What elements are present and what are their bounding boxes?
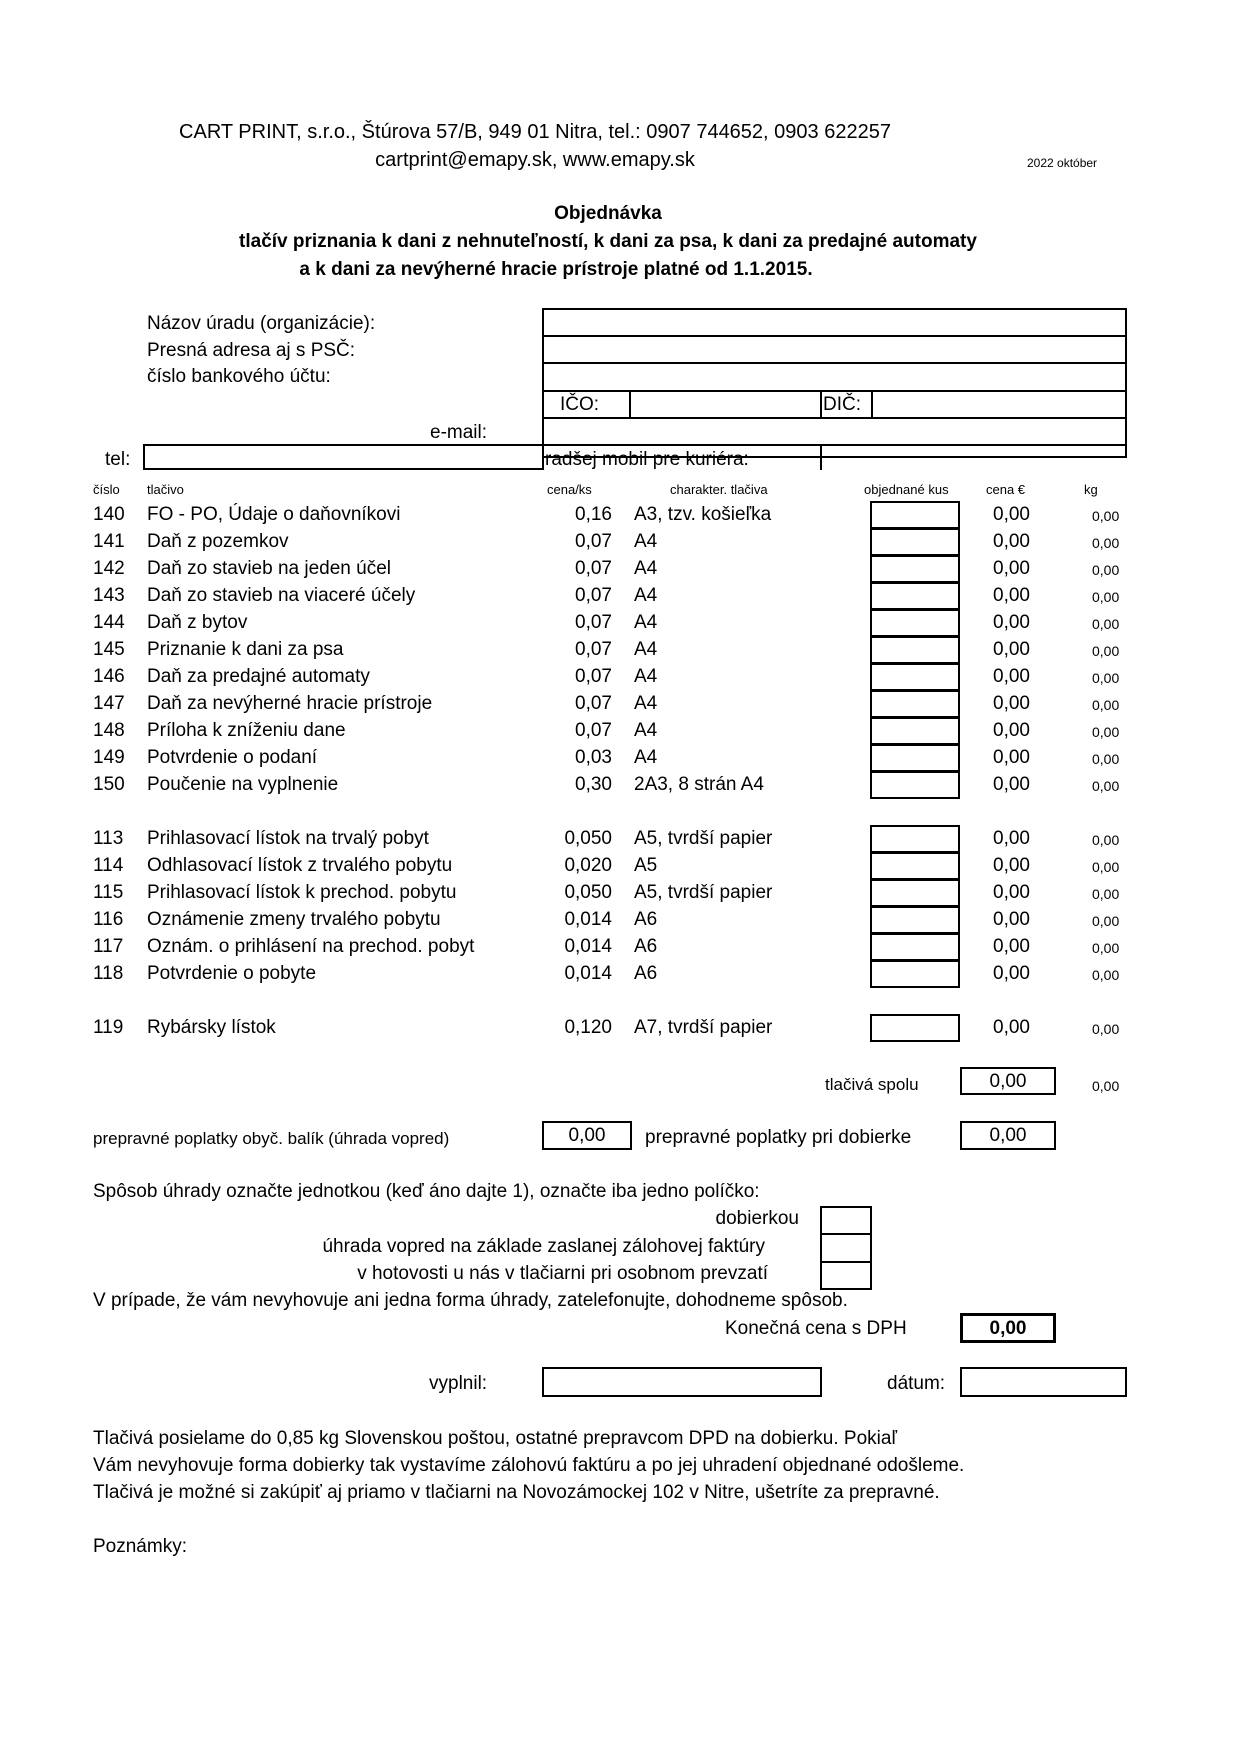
option-cod-label: dobierkou [715,1208,799,1229]
row-price: 0,07 [575,558,612,579]
row-price: 0,07 [575,666,612,687]
row-number: 150 [93,774,125,795]
row-number: 148 [93,720,125,741]
filled-by-label: vyplnil: [429,1373,488,1394]
row-type: A4 [634,558,658,579]
row-form-name: Priznanie k dani za psa [147,639,344,660]
row-kg: 0,00 [1092,967,1120,983]
title-line-2: tlačív priznania k dani z nehnuteľností, k dani za psa, k dani za predajné automaty [239,231,977,252]
dic-label: DIČ: [823,394,861,415]
row-total: 0,00 [993,666,1030,687]
address-label: Presná adresa aj s PSČ: [147,340,356,361]
row-form-name: Rybársky lístok [147,1017,276,1038]
office-label: Názov úradu (organizácie): [147,313,376,334]
header-qty: objednané kus [864,482,949,497]
header-number: číslo [93,482,120,497]
row-type: A7, tvrdší papier [634,1017,773,1038]
qty-input[interactable] [872,611,958,635]
dic-input[interactable] [873,392,1125,417]
email-input[interactable] [544,419,1125,444]
row-type: A5, tvrdší papier [634,882,773,903]
notes-label: Poznámky: [93,1536,187,1557]
option-invoice-label: úhrada vopred na základe zaslanej zálohovej faktúry [322,1236,765,1257]
row-kg: 0,00 [1092,859,1120,875]
shipping-cod-label: prepravné poplatky pri dobierke [645,1127,912,1148]
row-total: 0,00 [993,1017,1030,1038]
row-price: 0,050 [564,882,612,903]
date-label: dátum: [887,1373,946,1394]
row-type: A4 [634,612,658,633]
row-form-name: Potvrdenie o podaní [147,747,318,768]
payment-intro: Spôsob úhrady označte jednotkou (keď áno dajte 1), označte iba jedno políčko: [93,1181,760,1202]
shipping-regular-value: 0,00 [542,1121,632,1150]
row-kg: 0,00 [1092,832,1120,848]
row-type: A4 [634,720,658,741]
payment-cod-input[interactable] [822,1208,870,1233]
qty-input[interactable] [872,908,958,932]
shipping-cod-value: 0,00 [960,1121,1056,1150]
title-line-1: Objednávka [554,203,662,224]
row-form-name: Daň za predajné automaty [147,666,370,687]
courier-mobile-input[interactable] [822,446,1125,468]
row-number: 141 [93,531,125,552]
option-cash-label: v hotovosti u nás v tlačiarni pri osobnom prevzatí [357,1263,768,1284]
row-total: 0,00 [993,963,1030,984]
title-line-3: a k dani za nevýherné hracie prístroje platné od 1.1.2015. [299,259,813,280]
row-total: 0,00 [993,639,1030,660]
row-kg: 0,00 [1092,697,1120,713]
qty-input[interactable] [872,746,958,770]
qty-input[interactable] [872,854,958,878]
header-form: tlačivo [147,482,184,497]
row-price: 0,07 [575,639,612,660]
row-price: 0,07 [575,585,612,606]
row-form-name: FO - PO, Údaje o daňovníkovi [147,504,401,525]
qty-input[interactable] [872,719,958,743]
row-total: 0,00 [993,909,1030,930]
row-total: 0,00 [993,585,1030,606]
date-input[interactable] [962,1369,1125,1395]
web-line: cartprint@emapy.sk, www.emapy.sk [375,149,695,171]
payment-cash-input[interactable] [822,1263,870,1288]
tel-label: tel: [105,449,131,470]
row-total: 0,00 [993,558,1030,579]
row-price: 0,07 [575,693,612,714]
sum-kg: 0,00 [1092,1078,1120,1094]
qty-input[interactable] [872,557,958,581]
row-type: A4 [634,666,658,687]
qty-input[interactable] [872,638,958,662]
courier-label: radšej mobil pre kuriéra: [545,449,749,470]
office-name-input[interactable] [544,310,1125,335]
row-kg: 0,00 [1092,751,1120,767]
row-price: 0,050 [564,828,612,849]
sum-value: 0,00 [960,1067,1056,1095]
row-type: A4 [634,693,658,714]
company-line: CART PRINT, s.r.o., Štúrova 57/B, 949 01 Nitra, tel.: 0907 744652, 0903 622257 [179,121,891,143]
row-number: 119 [93,1017,124,1038]
header-weight: kg [1084,482,1098,497]
row-type: A4 [634,639,658,660]
header-total: cena € [986,482,1026,497]
row-type: A4 [634,585,658,606]
qty-input[interactable] [872,827,958,851]
row-kg: 0,00 [1092,1021,1120,1037]
row-total: 0,00 [993,720,1030,741]
qty-input[interactable] [872,962,958,986]
row-kg: 0,00 [1092,616,1120,632]
row-price: 0,014 [564,909,612,930]
payment-invoice-input[interactable] [822,1235,870,1261]
row-number: 147 [93,693,125,714]
row-total: 0,00 [993,855,1030,876]
ico-input[interactable] [631,392,820,417]
row-kg: 0,00 [1092,508,1120,524]
row-price: 0,03 [575,747,612,768]
row-number: 113 [93,828,124,849]
row-form-name: Oznámenie zmeny trvalého pobytu [147,909,441,930]
row-form-name: Prihlasovací lístok k prechod. pobytu [147,882,457,903]
row-type: A6 [634,909,658,930]
row-type: A3, tzv. košieľka [634,504,772,525]
row-kg: 0,00 [1092,643,1120,659]
row-number: 118 [93,963,124,984]
row-number: 116 [93,909,124,930]
header-price: cena/ks [547,482,592,497]
filled-by-input[interactable] [544,1369,820,1395]
row-total: 0,00 [993,693,1030,714]
row-total: 0,00 [993,828,1030,849]
row-number: 115 [93,882,124,903]
row-number: 114 [93,855,124,876]
header-type: charakter. tlačiva [670,482,768,497]
qty-input[interactable] [872,773,958,797]
row-number: 143 [93,585,125,606]
row-price: 0,120 [564,1017,612,1038]
row-number: 117 [93,936,124,957]
row-type: A6 [634,936,658,957]
payment-note: V prípade, že vám nevyhovuje ani jedna forma úhrady, zatelefonujte, dohodneme spôsob. [93,1290,848,1311]
row-number: 142 [93,558,125,579]
row-number: 149 [93,747,125,768]
row-total: 0,00 [993,936,1030,957]
row-form-name: Prihlasovací lístok na trvalý pobyt [147,828,429,849]
row-kg: 0,00 [1092,724,1120,740]
qty-input[interactable] [872,503,958,527]
address-input[interactable] [544,337,1125,362]
row-type: A4 [634,747,658,768]
qty-input[interactable] [872,881,958,905]
row-price: 0,07 [575,720,612,741]
row-price: 0,014 [564,963,612,984]
row-form-name: Daň z bytov [147,612,248,633]
row-form-name: Daň za nevýherné hracie prístroje [147,693,433,714]
row-total: 0,00 [993,774,1030,795]
row-form-name: Oznám. o prihlásení na prechod. pobyt [147,936,475,957]
row-type: A6 [634,963,658,984]
row-kg: 0,00 [1092,670,1120,686]
row-type: A5, tvrdší papier [634,828,773,849]
final-price-label: Konečná cena s DPH [725,1318,907,1339]
row-kg: 0,00 [1092,535,1120,551]
qty-input[interactable] [872,665,958,689]
ico-label: IČO: [560,394,600,415]
row-form-name: Daň zo stavieb na jeden účel [147,558,391,579]
row-number: 146 [93,666,125,687]
row-kg: 0,00 [1092,886,1120,902]
date-note: 2022 október [1027,156,1098,170]
qty-input[interactable] [872,530,958,554]
sum-label: tlačivá spolu [825,1075,919,1094]
bank-account-input[interactable] [544,364,1125,390]
footer-line-3: Tlačivá je možné si zakúpiť aj priamo v tlačiarni na Novozámockej 102 v Nitre, ušetríte za prepravné. [93,1482,940,1503]
row-price: 0,020 [564,855,612,876]
row-form-name: Odhlasovací lístok z trvalého pobytu [147,855,453,876]
row-kg: 0,00 [1092,589,1120,605]
row-total: 0,00 [993,504,1030,525]
row-form-name: Poučenie na vyplnenie [147,774,339,795]
qty-input[interactable] [872,692,958,716]
row-kg: 0,00 [1092,940,1120,956]
row-price: 0,30 [575,774,612,795]
account-label: číslo bankového účtu: [147,366,331,387]
final-price-value: 0,00 [960,1313,1056,1343]
row-price: 0,07 [575,531,612,552]
row-total: 0,00 [993,747,1030,768]
row-form-name: Daň zo stavieb na viaceré účely [147,585,416,606]
row-form-name: Daň z pozemkov [147,531,289,552]
email-label: e-mail: [430,422,488,443]
row-price: 0,07 [575,612,612,633]
footer-line-2: Vám nevyhovuje forma dobierky tak vystavíme zálohovú faktúru a po jej uhradení objednané odošleme. [93,1455,965,1476]
grid-line [820,390,822,417]
shipping-regular-label: prepravné poplatky obyč. balík (úhrada vopred) [93,1129,450,1148]
tel-input[interactable] [145,446,542,468]
row-kg: 0,00 [1092,913,1120,929]
row-kg: 0,00 [1092,778,1120,794]
row-type: 2A3, 8 strán A4 [634,774,764,795]
row-type: A4 [634,531,658,552]
row-kg: 0,00 [1092,562,1120,578]
row-form-name: Príloha k zníženiu dane [147,720,346,741]
row-price: 0,16 [575,504,612,525]
row-number: 145 [93,639,125,660]
row-number: 144 [93,612,125,633]
footer-line-1: Tlačivá posielame do 0,85 kg Slovenskou poštou, ostatné prepravcom DPD na dobierku. Pokiaľ [93,1428,897,1449]
qty-input[interactable] [872,584,958,608]
row-total: 0,00 [993,882,1030,903]
row-price: 0,014 [564,936,612,957]
row-total: 0,00 [993,531,1030,552]
row-type: A5 [634,855,658,876]
row-number: 140 [93,504,125,525]
qty-input[interactable] [872,1016,958,1040]
row-total: 0,00 [993,612,1030,633]
qty-input[interactable] [872,935,958,959]
row-form-name: Potvrdenie o pobyte [147,963,317,984]
